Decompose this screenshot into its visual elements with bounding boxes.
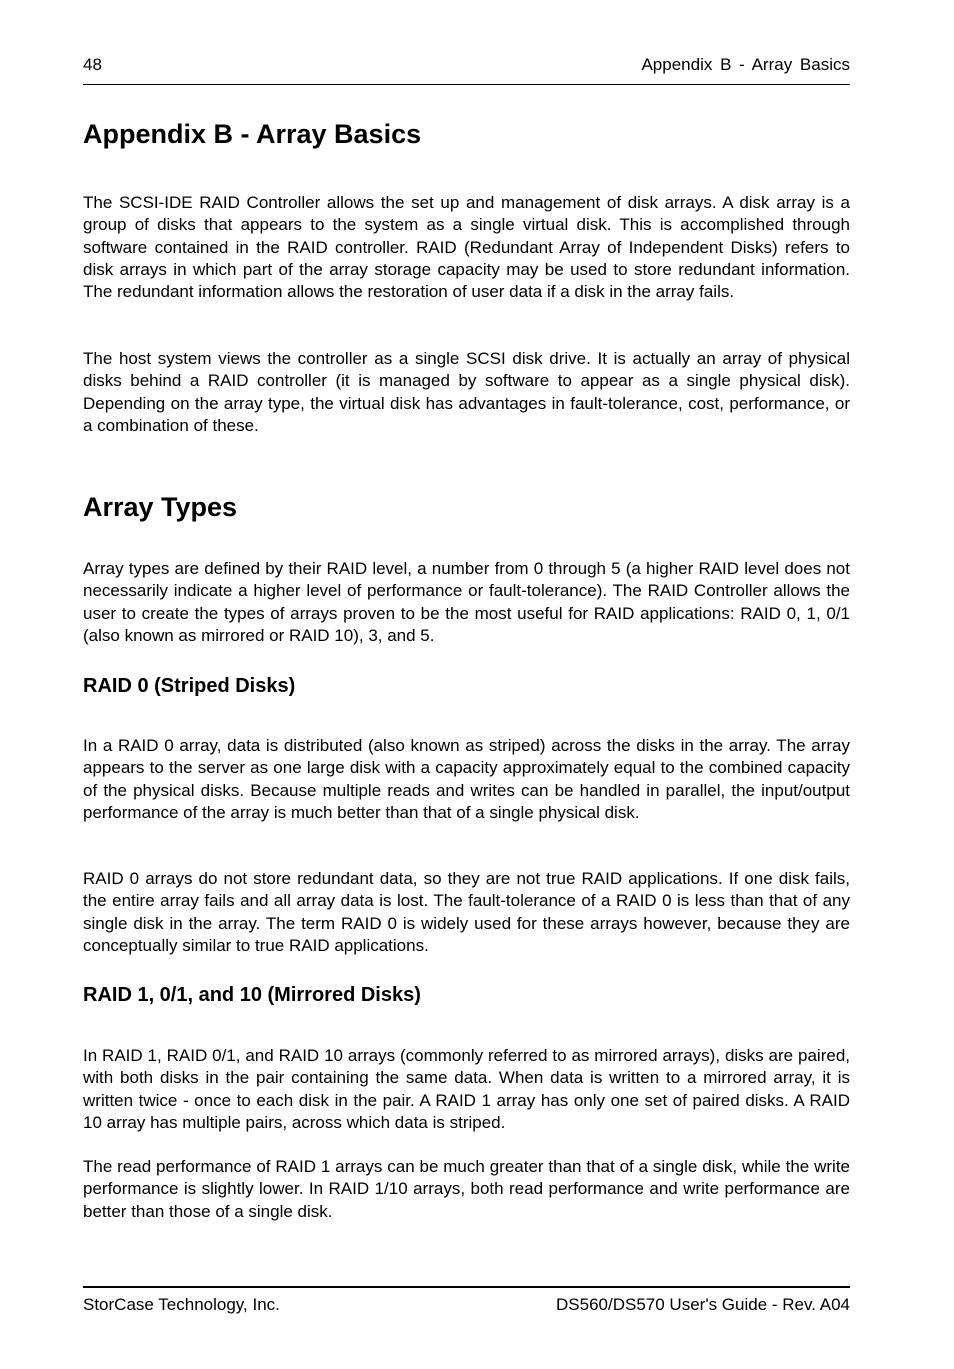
intro-paragraph-2-block: [83, 348, 850, 437]
array-types-title: Array Types: [83, 492, 238, 522]
appendix-title: Appendix B - Array Basics: [83, 119, 422, 149]
array-types-heading-block: [83, 491, 850, 523]
footer-guide-title: DS560/DS570 User's Guide - Rev. A04: [556, 1295, 850, 1314]
intro-paragraph-1-block: [83, 192, 850, 303]
appendix-heading-block: [83, 118, 850, 150]
raid0-paragraph-1-block: [83, 735, 850, 824]
raid1-paragraph: The read performance of RAID 1 arrays can be much greater than that of a single disk, while the write performance is slightly lower. In RAID 1/10 arrays, both read performance and write performance are better than those of a single disk.: [83, 1157, 850, 1221]
raid0-paragraph-2-block: [83, 868, 850, 957]
page-number: 48: [83, 55, 102, 74]
raid0-title: RAID 0 (Striped Disks): [83, 675, 296, 697]
array-types-paragraph-block: [83, 558, 850, 647]
intro-paragraph: The SCSI-IDE RAID Controller allows the set up and management of disk arrays. A disk array is a group of disks that appears to the system as a single virtual disk. This is accomplished through software contained in the RAID controller. RAID (Redundant Array of Independent Disks) refers to disk arrays in which part of the array storage capacity may be used to store redundant information. The redundant information allows the restoration of user data if a disk in the array fails.: [83, 193, 850, 302]
raid0-paragraph: RAID 0 arrays do not store redundant data, so they are not true RAID applications. If one disk fails, the entire array fails and all array data is lost. The fault-tolerance of a RAID 0 is less than that of any single disk in the array. The term RAID 0 is widely used for these arrays however, because they are conceptually similar to true RAID applications.: [83, 869, 850, 955]
raid0-paragraph: In a RAID 0 array, data is distributed (also known as striped) across the disks in the array. The array appears to the server as one large disk with a capacity approximately equal to the combined capacity of the physical disks. Because multiple reads and writes can be handled in parallel, the input/output performance of the array is much better than that of a single physical disk.: [83, 736, 850, 822]
header-rule: [83, 84, 850, 85]
raid1-title: RAID 1, 0/1, and 10 (Mirrored Disks): [83, 984, 421, 1006]
intro-paragraph: The host system views the controller as a single SCSI disk drive. It is actually an array of physical disks behind a RAID controller (it is managed by software to appear as a single physical disk). Depending on the array type, the virtual disk has advantages in fault-tolerance, cost, performance, or a combination of these.: [83, 349, 850, 435]
running-footer: [83, 1294, 850, 1316]
array-types-paragraph: Array types are defined by their RAID level, a number from 0 through 5 (a higher RAID level does not necessarily indicate a higher level of performance or fault-tolerance). The RAID Controller allows the user to create the types of arrays proven to be the most useful for RAID applications: RAID 0, 1, 0/1 (also known as mirrored or RAID 10), 3, and 5.: [83, 559, 850, 645]
raid1-paragraph-2-block: [83, 1156, 850, 1223]
raid1-heading-block: [83, 982, 850, 1008]
header-section-title: Appendix B - Array Basics: [641, 55, 850, 74]
raid0-heading-block: [83, 673, 850, 699]
running-header: [83, 54, 850, 76]
footer-rule: [83, 1286, 850, 1288]
footer-company: StorCase Technology, Inc.: [83, 1295, 280, 1314]
raid1-paragraph-1-block: [83, 1045, 850, 1134]
raid1-paragraph: In RAID 1, RAID 0/1, and RAID 10 arrays (commonly referred to as mirrored arrays), disks are paired, with both disks in the pair containing the same data. When data is written to a mirrored array, it is written twice - once to each disk in the pair. A RAID 1 array has only one set of paired disks. A RAID 10 array has multiple pairs, across which data is striped.: [83, 1046, 850, 1132]
document-page: [83, 0, 850, 1369]
